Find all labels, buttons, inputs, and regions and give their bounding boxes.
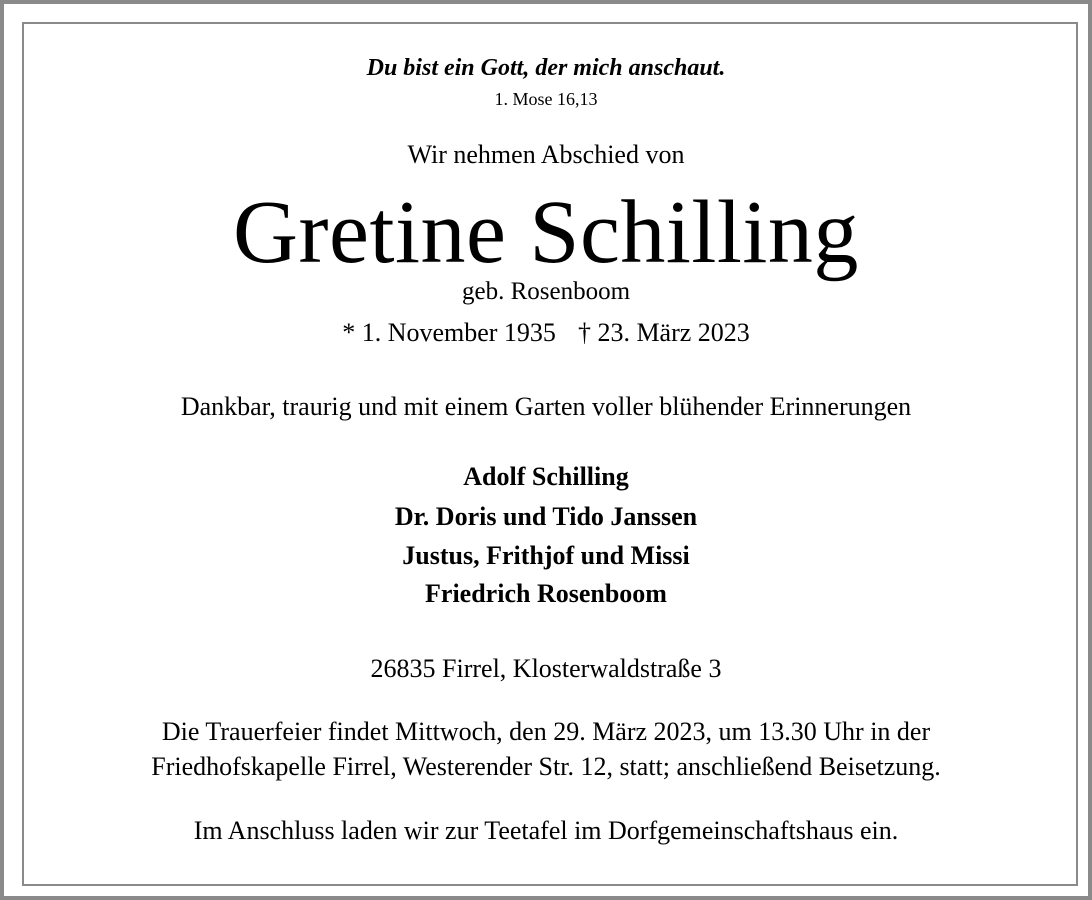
mourner-name: Adolf Schilling xyxy=(463,462,629,491)
life-dates xyxy=(0,320,1092,346)
funeral-info-line: Friedhofskapelle Firrel, Westerender Str. 12, statt; anschließend Beisetzung. xyxy=(151,752,941,781)
funeral-info-line: Die Trauerfeier findet Mittwoch, den 29. März 2023, um 13.30 Uhr in der xyxy=(161,717,931,746)
farewell-intro: Wir nehmen Abschied von xyxy=(407,140,685,169)
death-date: † 23. März 2023 xyxy=(577,318,750,347)
reception-info: Im Anschluss laden wir zur Teetafel im Dorfgemeinschaftshaus ein. xyxy=(193,816,899,845)
mourner-name: Friedrich Rosenboom xyxy=(425,579,667,608)
mourner-name: Justus, Frithjof und Missi xyxy=(402,541,690,570)
mourning-line: Dankbar, traurig und mit einem Garten voller blühender Erinnerungen xyxy=(180,392,912,421)
birth-date: * 1. November 1935 xyxy=(342,318,556,347)
maiden-name: geb. Rosenboom xyxy=(461,278,631,305)
mourner-name: Dr. Doris und Tido Janssen xyxy=(394,502,698,531)
bible-verse: Du bist ein Gott, der mich anschaut. xyxy=(366,55,726,81)
deceased-name: Gretine Schilling xyxy=(233,183,859,282)
family-address: 26835 Firrel, Klosterwaldstraße 3 xyxy=(370,654,722,683)
verse-reference: 1. Mose 16,13 xyxy=(494,89,598,109)
